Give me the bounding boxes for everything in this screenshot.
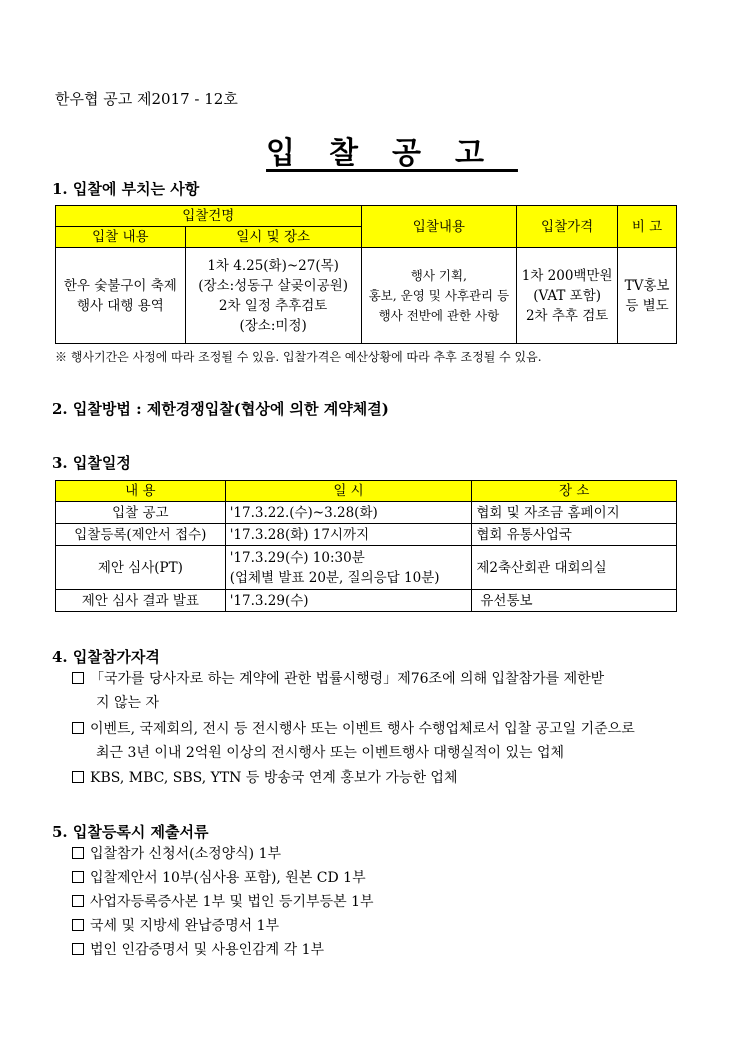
checkbox-icon [72,672,84,684]
list-item: 법인 인감증명서 및 사용인감계 각 1부 [72,938,324,962]
section-5-heading: 5. 입찰등록시 제출서류 [52,823,209,841]
section-1-heading: 1. 입찰에 부치는 사항 [52,180,200,198]
list-item: KBS, MBC, SBS, YTN 등 방송국 연계 홍보가 가능한 업체 [72,766,457,790]
header-bid-item: 입찰건명 [56,206,362,227]
section-2-heading: 2. 입찰방법 : 제한경쟁입찰(협상에 의한 계약체결) [52,400,389,418]
cell-price: 1차 200백만원 (VAT 포함) 2차 추후 검토 [517,248,618,344]
checkbox-icon [72,871,84,883]
checkbox-icon [72,722,84,734]
cell-content: 한우 숯불구이 축제 행사 대행 용역 [56,248,186,344]
list-item: 지 않는 자 [96,695,159,711]
table-row: 제안 심사(PT) '17.3.29(수) 10:30분 (업체별 발표 20분, 질의응답 10분) 제2축산회관 대회의실 [56,546,677,590]
list-item: 입찰참가 신청서(소정양식) 1부 [72,842,281,866]
list-item: 사업자등록증사본 1부 및 법인 등기부등본 1부 [72,890,374,914]
section-4-heading: 4. 입찰참가자격 [52,648,160,666]
header-remark: 비 고 [618,206,677,248]
page-title: 입찰공고 [266,136,518,171]
header-schedule-date: 일 시 [225,481,472,502]
notice-number: 한우협 공고 제2017 - 12호 [55,90,238,108]
checkbox-icon [72,771,84,783]
checkbox-icon [72,919,84,931]
cell-bid-content: 행사 기획, 홍보, 운영 및 사후관리 등 행사 전반에 관한 사항 [361,248,517,344]
header-schedule-content: 내 용 [56,481,226,502]
list-item: 국세 및 지방세 완납증명서 1부 [72,914,279,938]
list-item: 입찰제안서 10부(심사용 포함), 원본 CD 1부 [72,866,366,890]
header-bid-content: 입찰내용 [361,206,517,248]
header-content: 입찰 내용 [56,227,186,248]
cell-date-place: 1차 4.25(화)~27(목) (장소:성동구 살곶이공원) 2차 일정 추후검토 (장소:미정) [185,248,361,344]
checkbox-icon [72,943,84,955]
table-row: 입찰 공고 '17.3.22.(수)~3.28(화) 협회 및 자조금 홈페이지 [56,502,677,524]
header-schedule-place: 장 소 [472,481,677,502]
bid-items-table [55,205,677,344]
schedule-table [55,480,677,612]
section-3-heading: 3. 입찰일정 [52,454,131,472]
header-price: 입찰가격 [517,206,618,248]
note: ※ 행사기간은 사정에 따라 조정될 수 있음. 입찰가격은 예산상황에 따라 추후 조정될 수 있음. [55,350,542,364]
table-row: 제안 심사 결과 발표 '17.3.29(수) 유선통보 [56,590,677,612]
checkbox-icon [72,895,84,907]
list-item: 최근 3년 이내 2억원 이상의 전시행사 또는 이벤트행사 대행실적이 있는 업체 [96,745,565,761]
table-row: 입찰등록(제안서 접수) '17.3.28(화) 17시까지 협회 유통사업국 [56,524,677,546]
list-item: 이벤트, 국제회의, 전시 등 전시행사 또는 이벤트 행사 수행업체로서 입찰 공고일 기준으로 [72,717,635,741]
checkbox-icon [72,847,84,859]
list-item: 「국가를 당사자로 하는 계약에 관한 법률시행령」제76조에 의해 입찰참가를 제한받 [72,667,604,691]
cell-remark: TV홍보 등 별도 [618,248,677,344]
header-date-place: 일시 및 장소 [185,227,361,248]
